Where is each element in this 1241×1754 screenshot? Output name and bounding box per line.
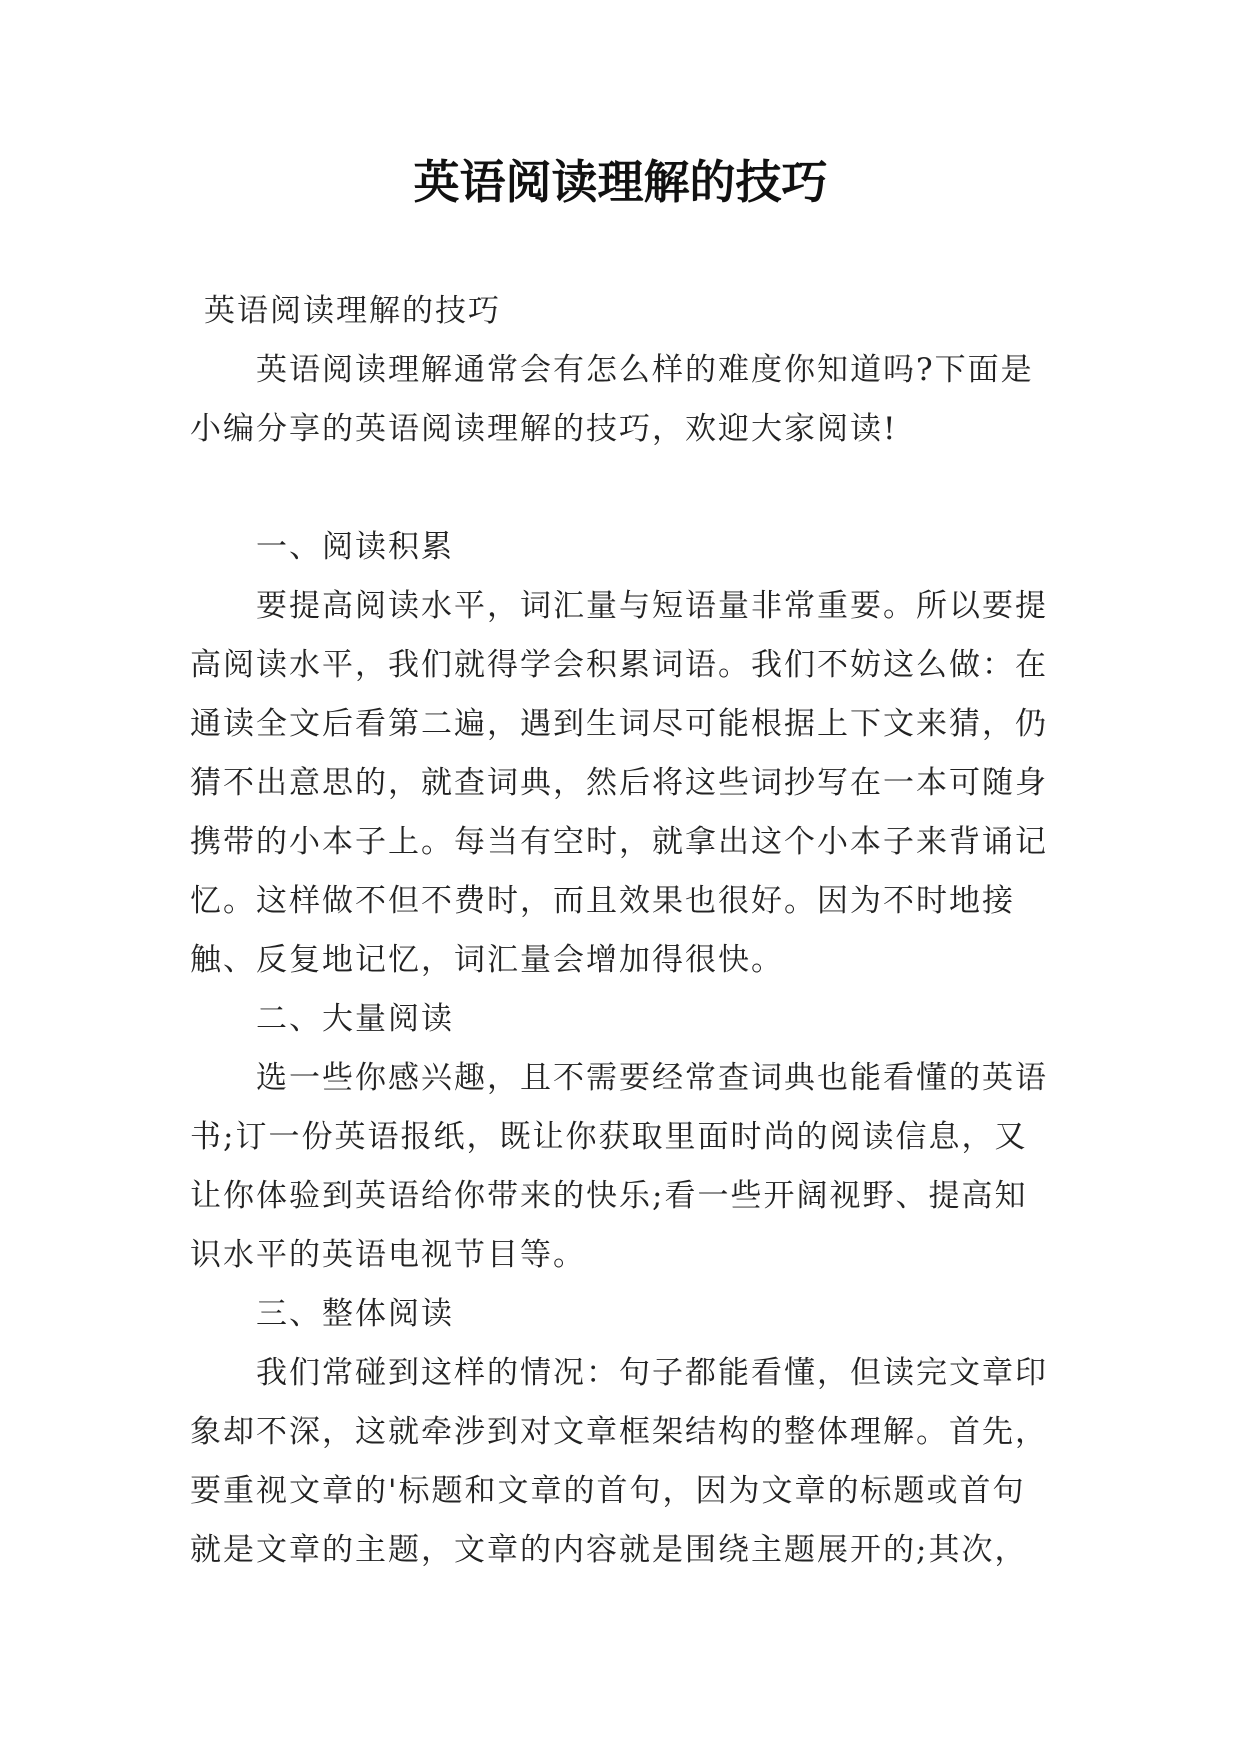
- blank-line: [190, 459, 1050, 518]
- section-heading-1: 一、阅读积累: [256, 529, 454, 565]
- document-title: 英语阅读理解的技巧: [413, 155, 828, 209]
- section-paragraph-1: 要提高阅读水平，词汇量与短语量非常重要。所以要提高阅读水平，我们就得学会积累词语。我们不妨这么做：在通读全文后看第二遍，遇到生词尽可能根据上下文来猜，仍猜不出意思的，就查词典，然后将这些词抄写在一本可随身携带的小本子上。每当有空时，就拿出这个小本子来背诵记忆。这样做不但不费时，而且效果也很好。因为不时地接触、反复地记忆，词汇量会增加得很快。: [190, 588, 1048, 978]
- document-body: [190, 282, 1050, 1580]
- section-heading-3: 三、整体阅读: [256, 1296, 454, 1332]
- document-subtitle: 英语阅读理解的技巧: [204, 293, 501, 329]
- intro-paragraph: 英语阅读理解通常会有怎么样的难度你知道吗?下面是小编分享的英语阅读理解的技巧，欢迎大家阅读!: [190, 352, 1034, 447]
- section-paragraph-3: 我们常碰到这样的情况：句子都能看懂，但读完文章印象却不深，这就牵涉到对文章框架结构的整体理解。首先，要重视文章的'标题和文章的首句，因为文章的标题或首句就是文章的主题，文章的内容就是围绕主题展开的;其次，: [190, 1355, 1048, 1568]
- section-paragraph-2: 选一些你感兴趣，且不需要经常查词典也能看懂的英语书;订一份英语报纸，既让你获取里面时尚的阅读信息，又让你体验到英语给你带来的快乐;看一些开阔视野、提高知识水平的英语电视节目等。: [190, 1060, 1048, 1273]
- section-heading-2: 二、大量阅读: [256, 1001, 454, 1037]
